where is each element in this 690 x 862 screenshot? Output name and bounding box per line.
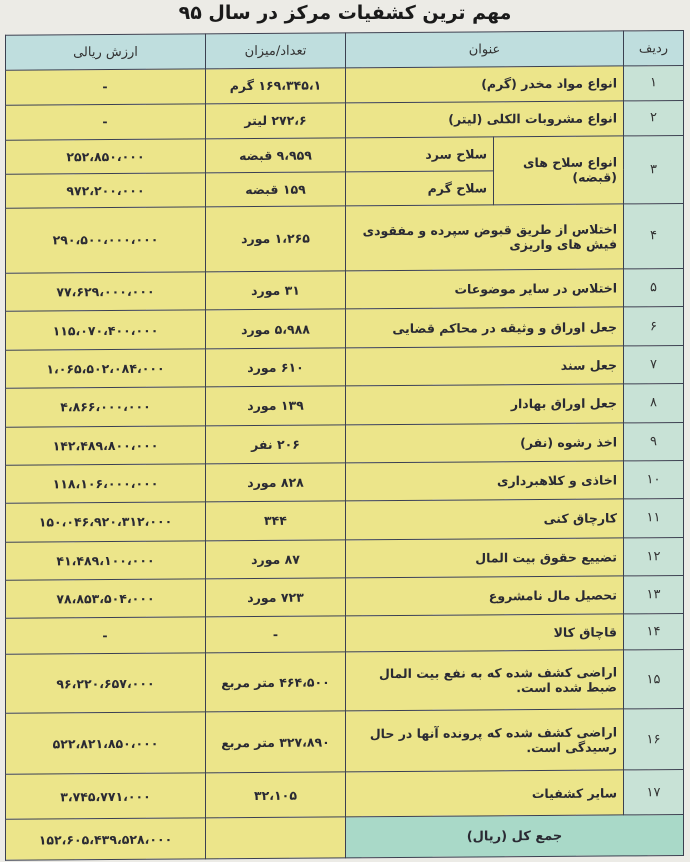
row-quantity: ۶۱۰ مورد xyxy=(206,348,346,387)
row-value: ۹۶،۲۲۰،۶۵۷،۰۰۰ xyxy=(6,653,206,713)
row-value: ۵۲۲،۸۲۱،۸۵۰،۰۰۰ xyxy=(6,712,206,774)
row-quantity: ۳۲۷،۸۹۰ متر مربع xyxy=(206,711,346,773)
row-value: ۴۱،۴۸۹،۱۰۰،۰۰۰ xyxy=(6,540,206,580)
row-quantity: ۱۶۹،۳۴۵،۱ گرم xyxy=(206,68,346,104)
row-number: ۲ xyxy=(624,100,684,135)
total-value: ۱۵۲،۶۰۵،۴۳۹،۵۲۸،۰۰۰ xyxy=(6,818,206,860)
row-number: ۱۳ xyxy=(624,575,684,614)
row-quantity: ۱۵۹ قبضه xyxy=(206,172,346,207)
row-quantity: ۱،۲۶۵ مورد xyxy=(206,206,346,272)
table-row xyxy=(6,307,684,350)
header-quantity: تعداد/میزان xyxy=(206,33,346,69)
row-number: ۱۱ xyxy=(624,499,684,538)
row-quantity: ۹،۹۵۹ قبضه xyxy=(206,138,346,173)
row-number: ۱۶ xyxy=(624,709,684,770)
row-quantity: ۲۷۲،۶ لیتر xyxy=(206,103,346,139)
row-quantity: ۳۴۴ xyxy=(206,501,346,540)
row-value: ۲۹۰،۵۰۰،۰۰۰،۰۰۰ xyxy=(6,206,206,273)
row-value: ۱۴۲،۴۸۹،۸۰۰،۰۰۰ xyxy=(6,425,206,465)
discoveries-table xyxy=(5,30,684,861)
row-number: ۱۵ xyxy=(624,650,684,709)
row-number: ۸ xyxy=(624,384,684,423)
row-number: ۱۲ xyxy=(624,537,684,576)
row-subject: انواع مواد مخدر (گرم) xyxy=(346,66,624,103)
row-quantity: ۴۶۴،۵۰۰ متر مربع xyxy=(206,652,346,712)
row-value: ۹۷۲،۲۰۰،۰۰۰ xyxy=(6,173,206,208)
table-row xyxy=(6,269,684,312)
row-quantity: ۵،۹۸۸ مورد xyxy=(206,309,346,348)
row-number: ۳ xyxy=(624,135,684,203)
row-subject: سایر کشفیات xyxy=(346,770,624,817)
row-number: ۹ xyxy=(624,422,684,461)
row-subject: اختلاس در سایر موضوعات xyxy=(346,269,624,309)
row-subject: اراضی کشف شده که پرونده آنها در حال رسیدگی است. xyxy=(346,709,624,772)
row-quantity: ۸۲۸ مورد xyxy=(206,463,346,502)
table-row xyxy=(6,422,684,465)
row-quantity: ۸۷ مورد xyxy=(206,539,346,578)
row-subject: اختلاس از طریق قبوض سپرده و مفقودی فیش های واریزی xyxy=(346,204,624,271)
row-number: ۱ xyxy=(624,66,684,101)
table-row xyxy=(6,100,684,140)
table-row xyxy=(6,575,684,618)
row-subject: تحصیل مال نامشروع xyxy=(346,576,624,616)
table-row xyxy=(6,66,684,106)
row-subject: جعل اوراق بهادار xyxy=(346,384,624,424)
total-quantity-cell xyxy=(206,817,346,859)
row-number: ۷ xyxy=(624,345,684,384)
table-row xyxy=(6,537,684,580)
row-quantity: - xyxy=(206,616,346,653)
row-number: ۵ xyxy=(624,269,684,308)
row-value: ۲۵۲،۸۵۰،۰۰۰ xyxy=(6,139,206,174)
row-subject: انواع مشروبات الکلی (لیتر) xyxy=(346,101,624,138)
row-value: ۱۱۵،۰۷۰،۴۰۰،۰۰۰ xyxy=(6,310,206,350)
row-subject: انواع سلاح های (قبضه) xyxy=(494,136,624,205)
row-value: - xyxy=(6,69,206,105)
row-quantity: ۲۰۶ نفر xyxy=(206,424,346,463)
table-row xyxy=(6,614,684,655)
row-number: ۱۴ xyxy=(624,614,684,651)
row-quantity: ۳۲،۱۰۵ xyxy=(206,772,346,818)
header-row-number: ردیف xyxy=(624,31,684,66)
row-subject: کارچاق کنی xyxy=(346,499,624,539)
table-row xyxy=(6,345,684,388)
row-value: ۱۱۸،۱۰۶،۰۰۰،۰۰۰ xyxy=(6,464,206,504)
total-label: جمع کل (ریال) xyxy=(346,815,684,858)
table-row xyxy=(6,709,684,775)
row-quantity: ۱۳۹ مورد xyxy=(206,386,346,425)
row-value: ۱۵۰،۰۴۶،۹۲۰،۳۱۲،۰۰۰ xyxy=(6,502,206,542)
row-quantity: ۳۱ مورد xyxy=(206,271,346,310)
row-subject: قاچاق کالا xyxy=(346,614,624,652)
table-row xyxy=(6,650,684,713)
row-number: ۱۰ xyxy=(624,460,684,499)
row-subject: اراضی کشف شده که به نفع بیت المال ضبط شده است. xyxy=(346,650,624,711)
table-row xyxy=(6,384,684,427)
row-value: ۷۷،۶۲۹،۰۰۰،۰۰۰ xyxy=(6,272,206,312)
header-value: ارزش ریالی xyxy=(6,34,206,70)
row-subject: تضییع حقوق بیت المال xyxy=(346,538,624,578)
table-row xyxy=(6,460,684,503)
row-number: ۶ xyxy=(624,307,684,346)
row-value: ۱،۰۶۵،۵۰۲،۰۸۴،۰۰۰ xyxy=(6,349,206,389)
row-subject: اخاذی و کلاهبرداری xyxy=(346,461,624,501)
row-subsubject: سلاح سرد xyxy=(346,137,494,172)
row-subsubject: سلاح گرم xyxy=(346,171,494,206)
row-subject: جعل سند xyxy=(346,346,624,386)
row-subject: اخذ رشوه (نفر) xyxy=(346,422,624,462)
row-number: ۱۷ xyxy=(624,770,684,816)
row-number: ۴ xyxy=(624,203,684,269)
table-header-row xyxy=(6,31,684,71)
table-row xyxy=(6,135,684,174)
table-row xyxy=(6,203,684,273)
row-quantity: ۷۲۳ مورد xyxy=(206,578,346,617)
row-value: ۷۸،۸۵۳،۵۰۴،۰۰۰ xyxy=(6,579,206,619)
total-row xyxy=(6,815,684,861)
table-row xyxy=(6,770,684,820)
row-value: ۳،۷۴۵،۷۷۱،۰۰۰ xyxy=(6,773,206,820)
row-subject: جعل اوراق و وثیقه در محاکم قضایی xyxy=(346,307,624,347)
page-title: مهم ترین کشفیات مرکز در سال ۹۵ xyxy=(178,2,512,24)
row-value: - xyxy=(6,617,206,655)
header-subject: عنوان xyxy=(346,31,624,68)
row-value: ۴،۸۶۶،۰۰۰،۰۰۰ xyxy=(6,387,206,427)
table-row xyxy=(6,499,684,542)
row-value: - xyxy=(6,104,206,140)
